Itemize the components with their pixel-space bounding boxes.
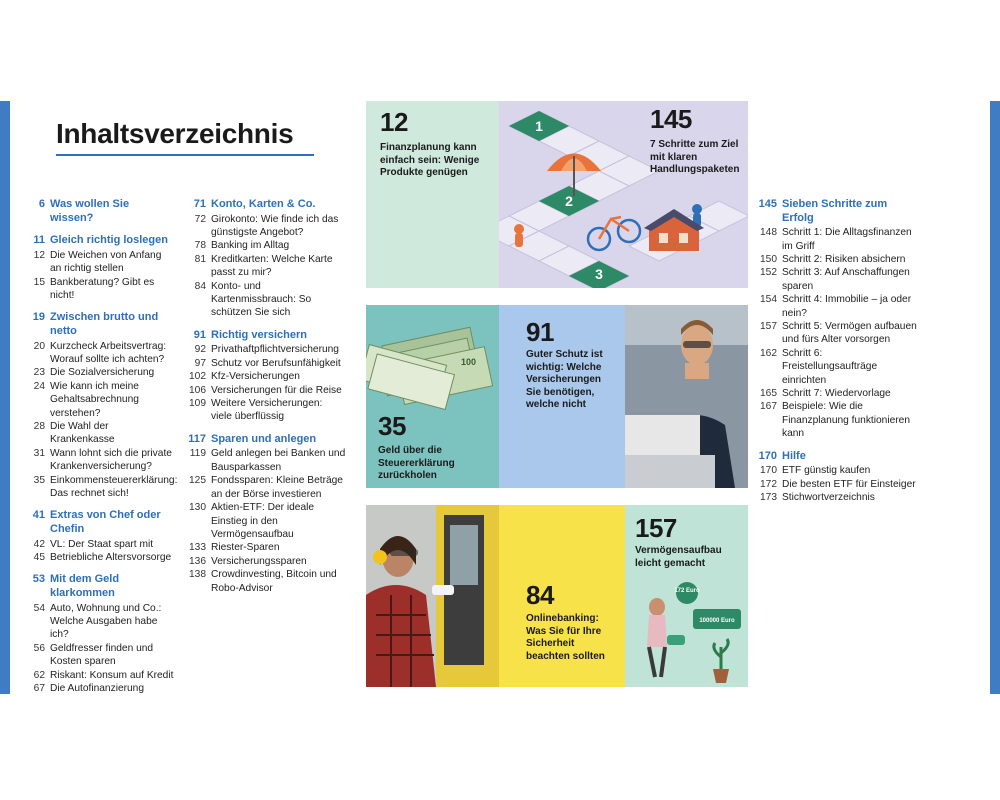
toc-section-heading [25, 198, 175, 225]
entry-title: Auto, Wohnung und Co.: Welche Ausgaben habe ich? [50, 602, 162, 641]
entry-title: Girokonto: Wie finde ich das günstigste Angebot? [211, 213, 339, 238]
toc-entry [757, 464, 917, 477]
entry-page-number: 62 [33, 669, 45, 681]
toc-entry [186, 239, 346, 252]
toc-section [25, 573, 175, 695]
entry-title: Aktien-ETF: Der ideale Einstieg in den Vermögensaufbau [211, 502, 315, 540]
toc-entry [25, 474, 178, 501]
section-title: Zwischen brutto und netto [50, 311, 159, 337]
section-title: Richtig versichern [211, 328, 307, 341]
entry-page-number: 31 [33, 447, 45, 459]
section-title: Gleich richtig loslegen [50, 234, 168, 247]
entry-page-number: 167 [760, 401, 777, 413]
entry-page-number: 165 [760, 388, 777, 400]
section-title: Hilfe [782, 449, 806, 462]
entry-page-number: 173 [760, 492, 777, 504]
entry-title: Crowdinvesting, Bitcoin und Robo-Advisor [211, 569, 337, 594]
tile-caption: Guter Schutz ist wichtig: Welche Versicherungen Sie benötigen, welche nicht [526, 349, 603, 410]
entry-page-number: 172 [760, 478, 777, 490]
entry-page-number: 150 [760, 254, 777, 265]
entry-page-number: 138 [189, 569, 206, 581]
entry-page-number: 109 [189, 398, 206, 410]
page-title: Inhaltsverzeichnis [56, 118, 294, 149]
toc-section [757, 450, 917, 505]
worker-illustration [625, 305, 748, 488]
savings-badge-small: 172 Euro [674, 588, 700, 594]
entry-title: Weitere Versicherungen: viele überflüssig [211, 398, 323, 423]
entry-title: Wie kann ich meine Gehaltsabrechnung verstehen? [50, 380, 139, 419]
toc-entry [757, 293, 917, 320]
section-page-number: 53 [32, 573, 45, 586]
toc-entry [25, 551, 175, 564]
toc-entry [757, 320, 917, 347]
entry-title: Riester-Sparen [211, 542, 280, 554]
entry-page-number: 157 [760, 321, 777, 333]
entry-title: Stichwortverzeichnis [782, 492, 875, 504]
entry-title: Schritt 3: Auf Anschaffungen sparen [782, 267, 910, 292]
entry-page-number: 152 [760, 267, 777, 279]
toc-entry [25, 669, 175, 682]
toc-entry [186, 474, 346, 501]
online-banking-tile [499, 505, 625, 687]
toc-entry [25, 420, 175, 447]
section-title: Was wollen Sie wissen? [50, 198, 130, 224]
toc-section [25, 509, 175, 564]
entry-title: Einkommensteuererklärung: Das rechnet sich! [50, 474, 178, 500]
entry-page-number: 35 [33, 474, 45, 486]
entry-title: Beispiele: Wie die Finanzplanung funktionieren kann [782, 401, 911, 440]
tile-caption: Vermögensaufbau leicht gemacht [635, 545, 722, 569]
section-page-number: 11 [33, 234, 45, 247]
toc-entry [757, 400, 917, 440]
entry-page-number: 154 [760, 294, 777, 306]
entry-title: Geldfresser finden und Kosten sparen [50, 642, 154, 668]
entry-title: Schritt 7: Wiedervorlage [782, 388, 891, 400]
toc-entry [186, 501, 346, 541]
board-game-tile [366, 101, 748, 288]
pawn-orange-icon [514, 224, 524, 247]
toc-column-1 [25, 198, 178, 705]
entry-page-number: 42 [33, 538, 45, 550]
toc-column-3 [757, 198, 917, 514]
section-page-number: 170 [758, 449, 777, 462]
toc-section [186, 198, 346, 320]
tile-page-number: 12 [380, 107, 408, 137]
toc-entry [25, 447, 175, 474]
toc-entry [757, 253, 917, 266]
entry-title: Die Autofinanzierung [50, 683, 145, 695]
tile-caption: Onlinebanking: Was Sie für Ihre Sicherheit beachten sollten [526, 613, 605, 662]
money-tile [366, 305, 499, 488]
entry-page-number: 102 [189, 371, 206, 383]
woman-photo [366, 505, 499, 687]
entry-page-number: 72 [194, 213, 206, 225]
toc-section [186, 329, 346, 424]
toc-section-heading [25, 509, 175, 536]
board-game-illustration [499, 101, 748, 288]
toc-entry [757, 226, 917, 253]
entry-page-number: 45 [33, 552, 45, 564]
entry-title: Schritt 4: Immobilie – ja oder nein? [782, 294, 912, 319]
toc-entry [757, 347, 917, 387]
entry-title: Die besten ETF für Einsteiger [782, 478, 916, 490]
banknote-value: 100 [461, 357, 477, 367]
entry-page-number: 56 [33, 642, 45, 654]
toc-section-heading [186, 198, 346, 212]
entry-page-number: 20 [33, 340, 45, 352]
entry-title: Die Wahl der Krankenkasse [50, 421, 115, 446]
toc-entry [25, 380, 175, 420]
entry-title: Die Weichen von Anfang an richtig stellen [50, 249, 162, 275]
entry-title: Versicherungssparen [211, 555, 307, 567]
toc-entry [186, 541, 346, 554]
left-edge-bar [0, 101, 10, 694]
entry-page-number: 162 [760, 347, 777, 359]
toc-entry [186, 370, 346, 383]
section-title: Konto, Karten & Co. [211, 198, 316, 210]
entry-title: Betriebliche Altersvorsorge [50, 552, 172, 564]
entry-title: Schritt 2: Risiken absichern [782, 254, 906, 265]
toc-entry [186, 343, 346, 356]
right-edge-bar [990, 101, 1000, 694]
section-title: Sparen und anlegen [211, 432, 317, 445]
entry-page-number: 92 [194, 344, 206, 356]
toc-entry [25, 249, 175, 276]
toc-column-2 [186, 198, 346, 604]
entry-page-number: 28 [33, 421, 45, 433]
entry-title: Kfz-Versicherungen [211, 371, 300, 383]
toc-entry [25, 340, 175, 367]
toc-section-heading [186, 329, 346, 343]
entry-title: Kurzcheck Arbeitsvertrag: Worauf sollte ich achten? [50, 340, 167, 365]
toc-section-heading [25, 234, 175, 248]
board-step-2: 2 [565, 193, 573, 209]
entry-title: Bankberatung? Gibt es nicht! [50, 276, 155, 301]
banknotes-illustration [366, 305, 499, 415]
toc-section [757, 198, 917, 441]
entry-page-number: 106 [189, 384, 206, 396]
toc-entry [186, 357, 346, 370]
savings-illustration [625, 577, 748, 687]
board-step-1: 1 [535, 118, 543, 134]
entry-title: Schritt 1: Die Alltagsfinanzen im Griff [782, 227, 912, 252]
toc-section [25, 311, 178, 500]
entry-title: Banking im Alltag [211, 240, 290, 252]
entry-page-number: 148 [760, 227, 777, 239]
entry-page-number: 97 [194, 357, 206, 369]
entry-page-number: 78 [194, 240, 206, 252]
entry-title: Versicherungen für die Reise [211, 384, 342, 396]
entry-page-number: 54 [33, 602, 45, 614]
entry-page-number: 125 [189, 475, 206, 487]
entry-page-number: 84 [194, 280, 206, 292]
toc-entry [25, 366, 175, 379]
entry-page-number: 136 [189, 555, 206, 567]
entry-page-number: 12 [33, 249, 45, 261]
section-page-number: 91 [193, 328, 206, 341]
toc-section [25, 198, 175, 225]
toc-section [186, 433, 346, 595]
entry-title: VL: Der Staat spart mit [50, 538, 154, 550]
entry-title: Wann lohnt sich die private Krankenversicherung? [50, 447, 172, 473]
savings-tile [625, 505, 748, 687]
toc-entry [25, 642, 175, 669]
section-title: Mit dem Geld klarkommen [50, 573, 120, 600]
section-page-number: 71 [193, 198, 206, 210]
entry-title: Kreditkarten: Welche Karte passt zu mir? [211, 253, 333, 279]
woman-illustration [366, 505, 499, 687]
toc-entry [186, 384, 346, 397]
toc-section-heading [25, 311, 175, 338]
entry-title: Riskant: Konsum auf Kredit [50, 669, 174, 681]
entry-title: Privathaftpflichtversicherung [211, 344, 339, 356]
entry-page-number: 81 [194, 253, 206, 265]
tile-caption: Geld über die Steuererklärung zurückholen [378, 445, 455, 481]
entry-title: Schutz vor Berufsunfähigkeit [211, 357, 341, 369]
toc-section [25, 234, 175, 302]
entry-page-number: 15 [33, 276, 45, 288]
worker-photo [625, 305, 748, 488]
tile-page-number: 91 [526, 317, 554, 347]
toc-section-heading [757, 450, 917, 464]
toc-entry [186, 397, 346, 424]
entry-title: Die Sozialversicherung [50, 367, 155, 379]
toc-section-heading [25, 573, 175, 600]
tile-page-number: 157 [635, 513, 677, 543]
tile-page-number: 145 [650, 104, 692, 134]
toc-entry [25, 602, 175, 642]
entry-title: ETF günstig kaufen [782, 465, 871, 477]
entry-page-number: 24 [33, 380, 45, 392]
entry-title: Schritt 6: Freistellungsaufträge einrichten [782, 347, 878, 386]
toc-entry [186, 555, 346, 568]
toc-section-heading [757, 198, 917, 225]
toc-entry [186, 568, 346, 595]
section-page-number: 117 [188, 432, 206, 445]
section-page-number: 145 [758, 198, 777, 210]
entry-title: Geld anlegen bei Banken und Bausparkassen [211, 448, 346, 473]
toc-entry [186, 213, 346, 240]
entry-page-number: 23 [33, 367, 45, 379]
section-title: Sieben Schritte zum Erfolg [782, 198, 888, 224]
tile-caption: Finanzplanung kann einfach sein: Wenige Produkte genügen [380, 142, 480, 178]
toc-entry [757, 387, 917, 400]
toc-section-heading [186, 433, 346, 447]
section-page-number: 6 [38, 198, 45, 210]
toc-entry [757, 266, 917, 293]
savings-badge-large: 100000 Euro [699, 618, 735, 624]
toc-entry [186, 280, 346, 320]
section-title: Extras von Chef oder Chefin [50, 509, 161, 536]
title-underline [56, 154, 314, 156]
tile-caption: 7 Schritte zum Ziel mit klaren Handlungspaketen [650, 139, 740, 175]
toc-entry [25, 276, 175, 303]
toc-entry [186, 447, 346, 474]
toc-entry [757, 478, 917, 491]
insurance-tile [499, 305, 625, 488]
tile-page-number: 84 [526, 580, 554, 610]
toc-entry [25, 538, 175, 551]
entry-page-number: 67 [33, 683, 45, 695]
entry-title: Fondssparen: Kleine Beträge an der Börse investieren [211, 475, 343, 500]
section-page-number: 41 [32, 509, 45, 522]
entry-title: Schritt 5: Vermögen aufbauen und fürs Alter vorsorgen [782, 321, 917, 346]
entry-title: Konto- und Kartenmissbrauch: So schützen Sie sich [211, 280, 312, 319]
entry-page-number: 119 [189, 448, 206, 460]
toc-entry [25, 682, 175, 695]
toc-entry [757, 491, 917, 504]
board-step-3: 3 [595, 266, 603, 282]
tile-page-number: 35 [378, 411, 406, 441]
entry-page-number: 170 [760, 465, 777, 477]
entry-page-number: 130 [189, 502, 206, 514]
toc-entry [186, 253, 346, 280]
section-page-number: 19 [32, 311, 45, 324]
entry-page-number: 133 [189, 542, 206, 554]
